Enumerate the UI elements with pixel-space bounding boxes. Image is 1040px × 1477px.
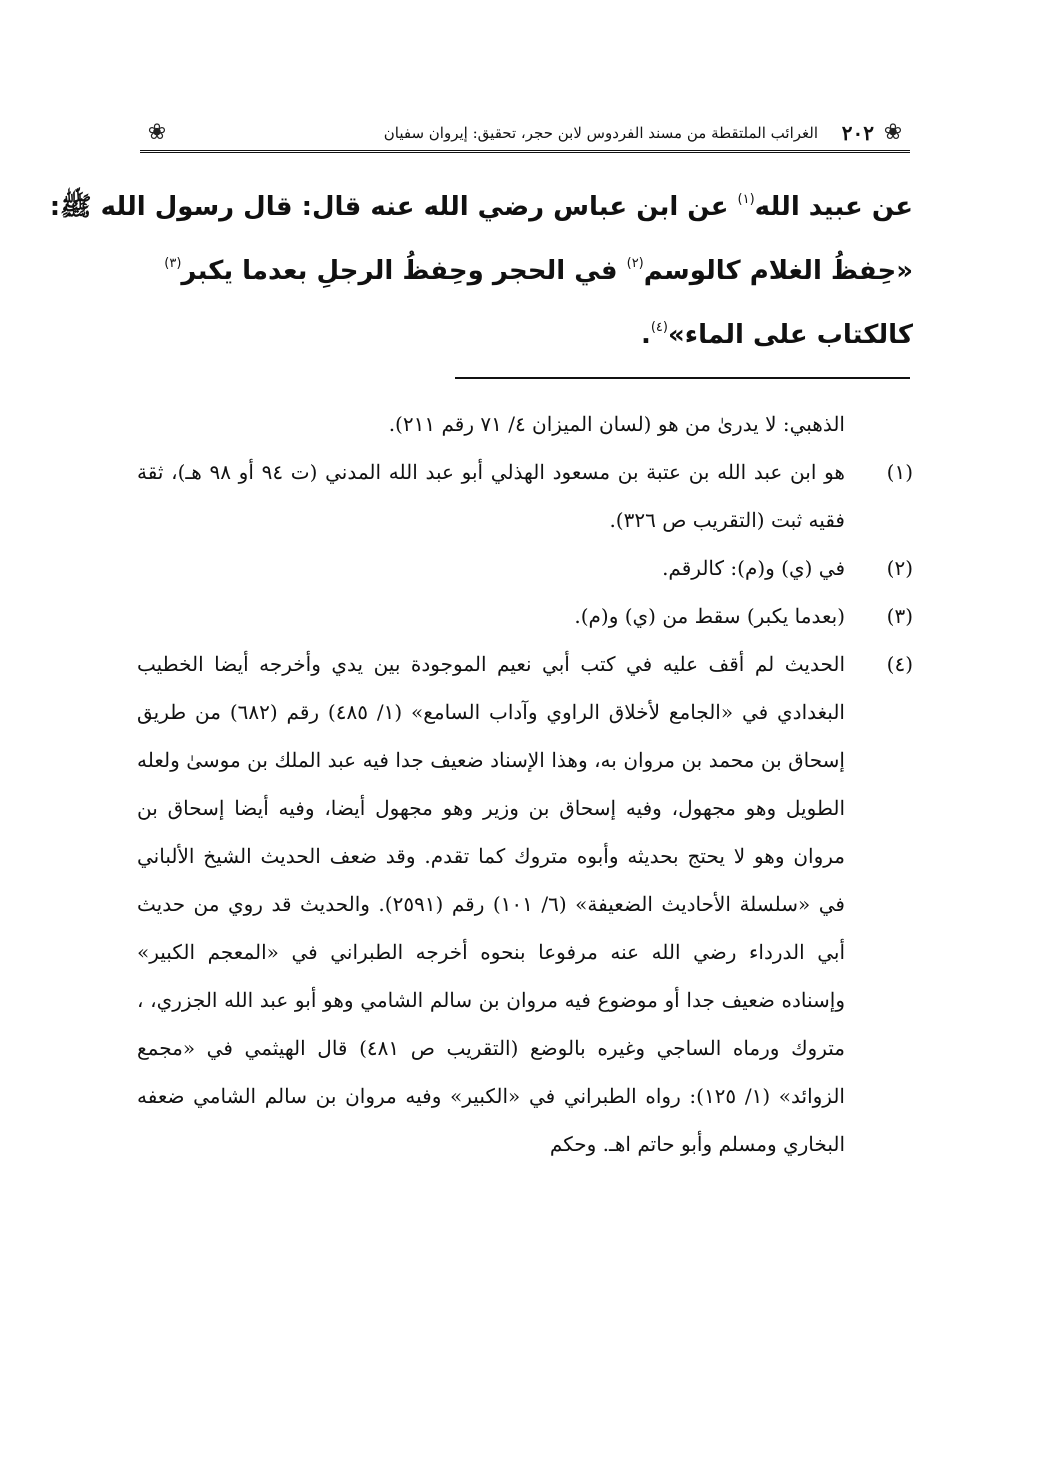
footnote-text: الحديث لم أقف عليه في كتب أبي نعيم الموجودة بين يدي وأخرجه أيضا الخطيب البغدادي في «الجامع لأخلاق الراوي وآداب السامع» (١/ ٤٨٥) رقم (٦٨٢) من طريق إسحاق بن محمد بن مروان به، وهذا الإسناد ضعيف جدا فيه عبد الملك بن موسىٰ ولعله الطويل وهو مجهول، وفيه إسحاق بن وزير وهو مجهول أيضا، وفيه أيضا إسحاق بن مروان وهو لا يحتج بحديثه وأبوه متروك كما تقدم. وقد ضعف الحديث الشيخ الألباني في «سلسلة الأحاديث الضعيفة» (٦/ ١٠١) رقم (٢٥٩١). والحديث قد روي من حديث أبي الدرداء رضي الله عنه مرفوعا بنحوه أخرجه الطبراني في «المعجم الكبير» وإسناده ضعيف جدا أو موضوع فيه مروان بن سالم الشامي وهو أبو عبد الله الجزري، ، متروك ورماه الساجي وغيره بالوضع (التقريب ص ٤٨١) قال الهيثمي في «مجمع الزوائد» (١/ ١٢٥): رواه الطبراني في «الكبير» وفيه مروان بن سالم الشامي ضعفه البخاري ومسلم وأبو حاتم اهـ. وحكم xyxy=(137,652,845,1156)
footnote-ref: (٤) xyxy=(650,320,668,335)
footnote-item xyxy=(137,592,913,640)
hadith-line xyxy=(137,303,913,367)
footnotes xyxy=(137,400,913,1168)
hadith-segment: عن عبيد الله xyxy=(754,192,913,222)
flower-ornament-icon: ❀ xyxy=(147,120,167,145)
footnote-ref: (١) xyxy=(737,192,755,207)
running-header xyxy=(140,118,910,154)
footnote-text: (بعدما يكبر) سقط من (ي) و(م). xyxy=(574,604,845,628)
hadith-text xyxy=(49,175,913,367)
footnote-continuation: الذهبي: لا يدرىٰ من هو (لسان الميزان ٤/ ٧١ رقم ٢١١). xyxy=(388,412,845,436)
hadith-segment: عن ابن عباس رضي الله عنه قال: قال رسول الله ﷺ: xyxy=(49,192,738,222)
footnote-number: (٣) xyxy=(886,604,913,628)
hadith-line xyxy=(137,239,913,303)
footnote-item xyxy=(137,544,913,592)
footnote-ref: (٣) xyxy=(164,256,182,271)
hadith-line xyxy=(49,175,913,239)
header-rule xyxy=(140,150,910,153)
footnote-number: (٤) xyxy=(886,652,913,676)
footnote-text: في (ي) و(م): كالرقم. xyxy=(662,556,845,580)
hadith-segment: «حِفظُ الغلام كالوسم xyxy=(643,256,913,286)
footnote-ref: (٢) xyxy=(626,256,644,271)
running-title: الغرائب الملتقطة من مسند الفردوس لابن حجر، تحقيق: إيروان سفيان xyxy=(383,124,818,142)
footnote-separator xyxy=(455,377,910,379)
footnote-number: (٢) xyxy=(886,556,913,580)
footnote-text: هو ابن عبد الله بن عتبة بن مسعود الهذلي أبو عبد الله المدني (ت ٩٤ أو ٩٨ هـ)، ثقة فقيه ثبت (التقريب ص ٣٢٦). xyxy=(137,460,845,532)
footnote-item xyxy=(137,640,913,1168)
footnote-item xyxy=(137,448,913,544)
hadith-segment: كالكتاب على الماء» xyxy=(667,320,913,350)
hadith-segment: . xyxy=(640,320,651,350)
hadith-segment: في الحجر وحِفظُ الرجلِ بعدما يكبر xyxy=(181,256,627,286)
flower-ornament-icon: ❀ xyxy=(883,120,903,145)
footnote-number: (١) xyxy=(886,460,913,484)
page-number: ٢٠٢ xyxy=(841,121,874,145)
